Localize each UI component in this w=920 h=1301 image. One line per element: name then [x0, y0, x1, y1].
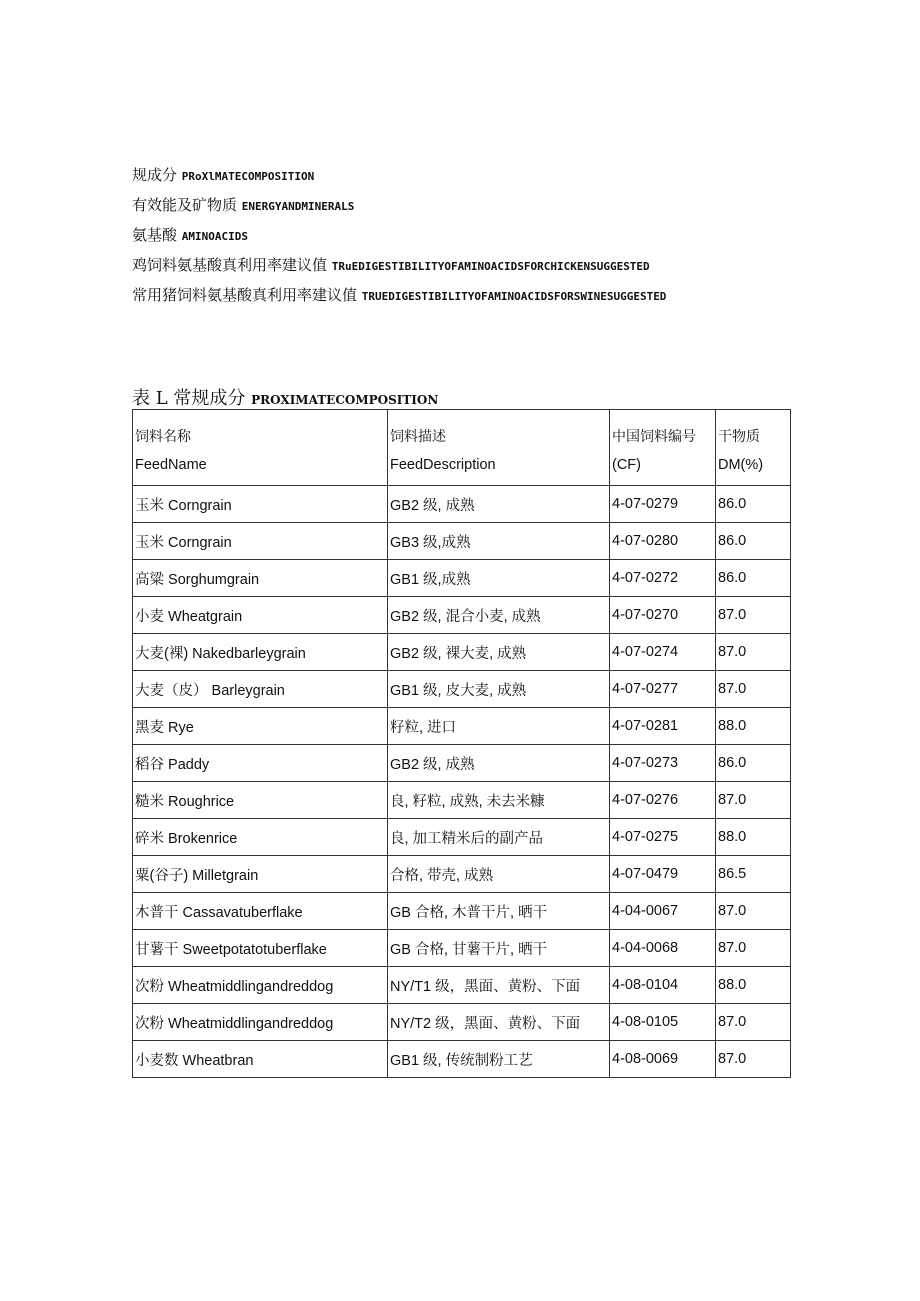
cell-cf-number: 4-08-0069 — [610, 1041, 716, 1078]
cell-feed-name: 高粱 Sorghumgrain — [133, 560, 388, 597]
toc-entry[interactable]: 氨基酸 AMINOACIDS — [132, 226, 249, 244]
cell-cf-number: 4-04-0068 — [610, 930, 716, 967]
cell-cf-number: 4-07-0272 — [610, 560, 716, 597]
cell-feed-description: GB 合格, 甘薯干片, 晒干 — [388, 930, 610, 967]
cell-dry-matter: 88.0 — [716, 967, 791, 1004]
cell-dry-matter: 87.0 — [716, 893, 791, 930]
cell-feed-name: 大麦（皮） Barleygrain — [133, 671, 388, 708]
cell-feed-name: 小麦数 Wheatbran — [133, 1041, 388, 1078]
cell-dry-matter: 87.0 — [716, 671, 791, 708]
cell-feed-name: 大麦(裸) Nakedbarleygrain — [133, 634, 388, 671]
table-row — [133, 1004, 791, 1041]
cell-feed-description: GB1 级,成熟 — [388, 560, 610, 597]
toc-entry[interactable]: 常用猪饲料氨基酸真利用率建议值 TRUEDIGESTIBILITYOFAMINOACIDSFORSWINESUGGESTED — [132, 286, 667, 304]
cell-cf-number: 4-07-0479 — [610, 856, 716, 893]
table-row — [133, 1041, 791, 1078]
cell-feed-description: GB2 级, 成熟 — [388, 486, 610, 523]
table-of-contents — [132, 160, 666, 310]
table-caption: 表 L 常规成分 PROXIMATECOMPOSITION — [132, 388, 439, 409]
cell-dry-matter: 87.0 — [716, 782, 791, 819]
cell-feed-name: 玉米 Corngrain — [133, 523, 388, 560]
cell-cf-number: 4-07-0276 — [610, 782, 716, 819]
header-cell-cf-number: 中国饲料编号 (CF) — [610, 410, 716, 486]
toc-entry[interactable]: 规成分 PRoXlMATECOMPOSITION — [132, 166, 315, 184]
cell-cf-number: 4-07-0273 — [610, 745, 716, 782]
cell-dry-matter: 86.0 — [716, 486, 791, 523]
cell-feed-description: GB1 级, 传统制粉工艺 — [388, 1041, 610, 1078]
table-row — [133, 930, 791, 967]
table-row — [133, 523, 791, 560]
cell-feed-description: GB3 级,成熟 — [388, 523, 610, 560]
cell-dry-matter: 87.0 — [716, 930, 791, 967]
table-row — [133, 597, 791, 634]
table-header-row — [133, 410, 791, 486]
cell-cf-number: 4-08-0105 — [610, 1004, 716, 1041]
cell-cf-number: 4-07-0270 — [610, 597, 716, 634]
table-row — [133, 856, 791, 893]
cell-cf-number: 4-07-0275 — [610, 819, 716, 856]
table-row — [133, 967, 791, 1004]
cell-feed-name: 糙米 Roughrice — [133, 782, 388, 819]
cell-dry-matter: 87.0 — [716, 1004, 791, 1041]
cell-cf-number: 4-07-0274 — [610, 634, 716, 671]
cell-feed-name: 甘薯干 Sweetpotatotuberflake — [133, 930, 388, 967]
header-cell-feed-description: 饲料描述 FeedDescription — [388, 410, 610, 486]
cell-feed-description: 合格, 带壳, 成熟 — [388, 856, 610, 893]
header-cell-feed-name: 饲料名称 FeedName — [133, 410, 388, 486]
table-row — [133, 671, 791, 708]
cell-cf-number: 4-07-0277 — [610, 671, 716, 708]
table-row — [133, 708, 791, 745]
cell-feed-description: GB1 级, 皮大麦, 成熟 — [388, 671, 610, 708]
toc-entry[interactable]: 鸡饲料氨基酸真利用率建议值 TRuEDIGESTIBILITYOFAMINOACIDSFORCHICKENSUGGESTED — [132, 256, 650, 274]
cell-dry-matter: 86.5 — [716, 856, 791, 893]
table-row — [133, 893, 791, 930]
cell-cf-number: 4-07-0279 — [610, 486, 716, 523]
proximate-composition-table — [132, 409, 791, 1078]
cell-dry-matter: 86.0 — [716, 523, 791, 560]
cell-feed-description: GB 合格, 木普干片, 晒干 — [388, 893, 610, 930]
cell-dry-matter: 87.0 — [716, 1041, 791, 1078]
cell-feed-description: 良, 籽粒, 成熟, 未去米糠 — [388, 782, 610, 819]
cell-feed-description: GB2 级, 混合小麦, 成熟 — [388, 597, 610, 634]
cell-feed-name: 木普干 Cassavatuberflake — [133, 893, 388, 930]
cell-feed-name: 粟(谷子) Milletgrain — [133, 856, 388, 893]
table-row — [133, 560, 791, 597]
cell-dry-matter: 87.0 — [716, 634, 791, 671]
cell-dry-matter: 86.0 — [716, 560, 791, 597]
cell-feed-name: 玉米 Corngrain — [133, 486, 388, 523]
table-row — [133, 782, 791, 819]
cell-feed-description: 良, 加工精米后的副产品 — [388, 819, 610, 856]
cell-cf-number: 4-07-0281 — [610, 708, 716, 745]
cell-feed-name: 小麦 Wheatgrain — [133, 597, 388, 634]
cell-cf-number: 4-04-0067 — [610, 893, 716, 930]
cell-dry-matter: 88.0 — [716, 708, 791, 745]
cell-dry-matter: 88.0 — [716, 819, 791, 856]
cell-feed-description: 籽粒, 进口 — [388, 708, 610, 745]
cell-feed-name: 黑麦 Rye — [133, 708, 388, 745]
toc-entry[interactable]: 有效能及矿物质 ENERGYANDMINERALS — [132, 196, 355, 214]
cell-feed-description: GB2 级, 裸大麦, 成熟 — [388, 634, 610, 671]
cell-feed-description: GB2 级, 成熟 — [388, 745, 610, 782]
cell-feed-name: 碎米 Brokenrice — [133, 819, 388, 856]
header-cell-dry-matter: 干物质 DM(%) — [716, 410, 791, 486]
table-row — [133, 486, 791, 523]
cell-feed-name: 次粉 Wheatmiddlingandreddog — [133, 967, 388, 1004]
table-row — [133, 634, 791, 671]
cell-cf-number: 4-08-0104 — [610, 967, 716, 1004]
table-row — [133, 745, 791, 782]
cell-dry-matter: 86.0 — [716, 745, 791, 782]
cell-feed-name: 次粉 Wheatmiddlingandreddog — [133, 1004, 388, 1041]
cell-feed-description: NY/T2 级，黑面、黄粉、下面 — [388, 1004, 610, 1041]
table-row — [133, 819, 791, 856]
cell-feed-description: NY/T1 级，黑面、黄粉、下面 — [388, 967, 610, 1004]
cell-dry-matter: 87.0 — [716, 597, 791, 634]
cell-feed-name: 稻谷 Paddy — [133, 745, 388, 782]
cell-cf-number: 4-07-0280 — [610, 523, 716, 560]
